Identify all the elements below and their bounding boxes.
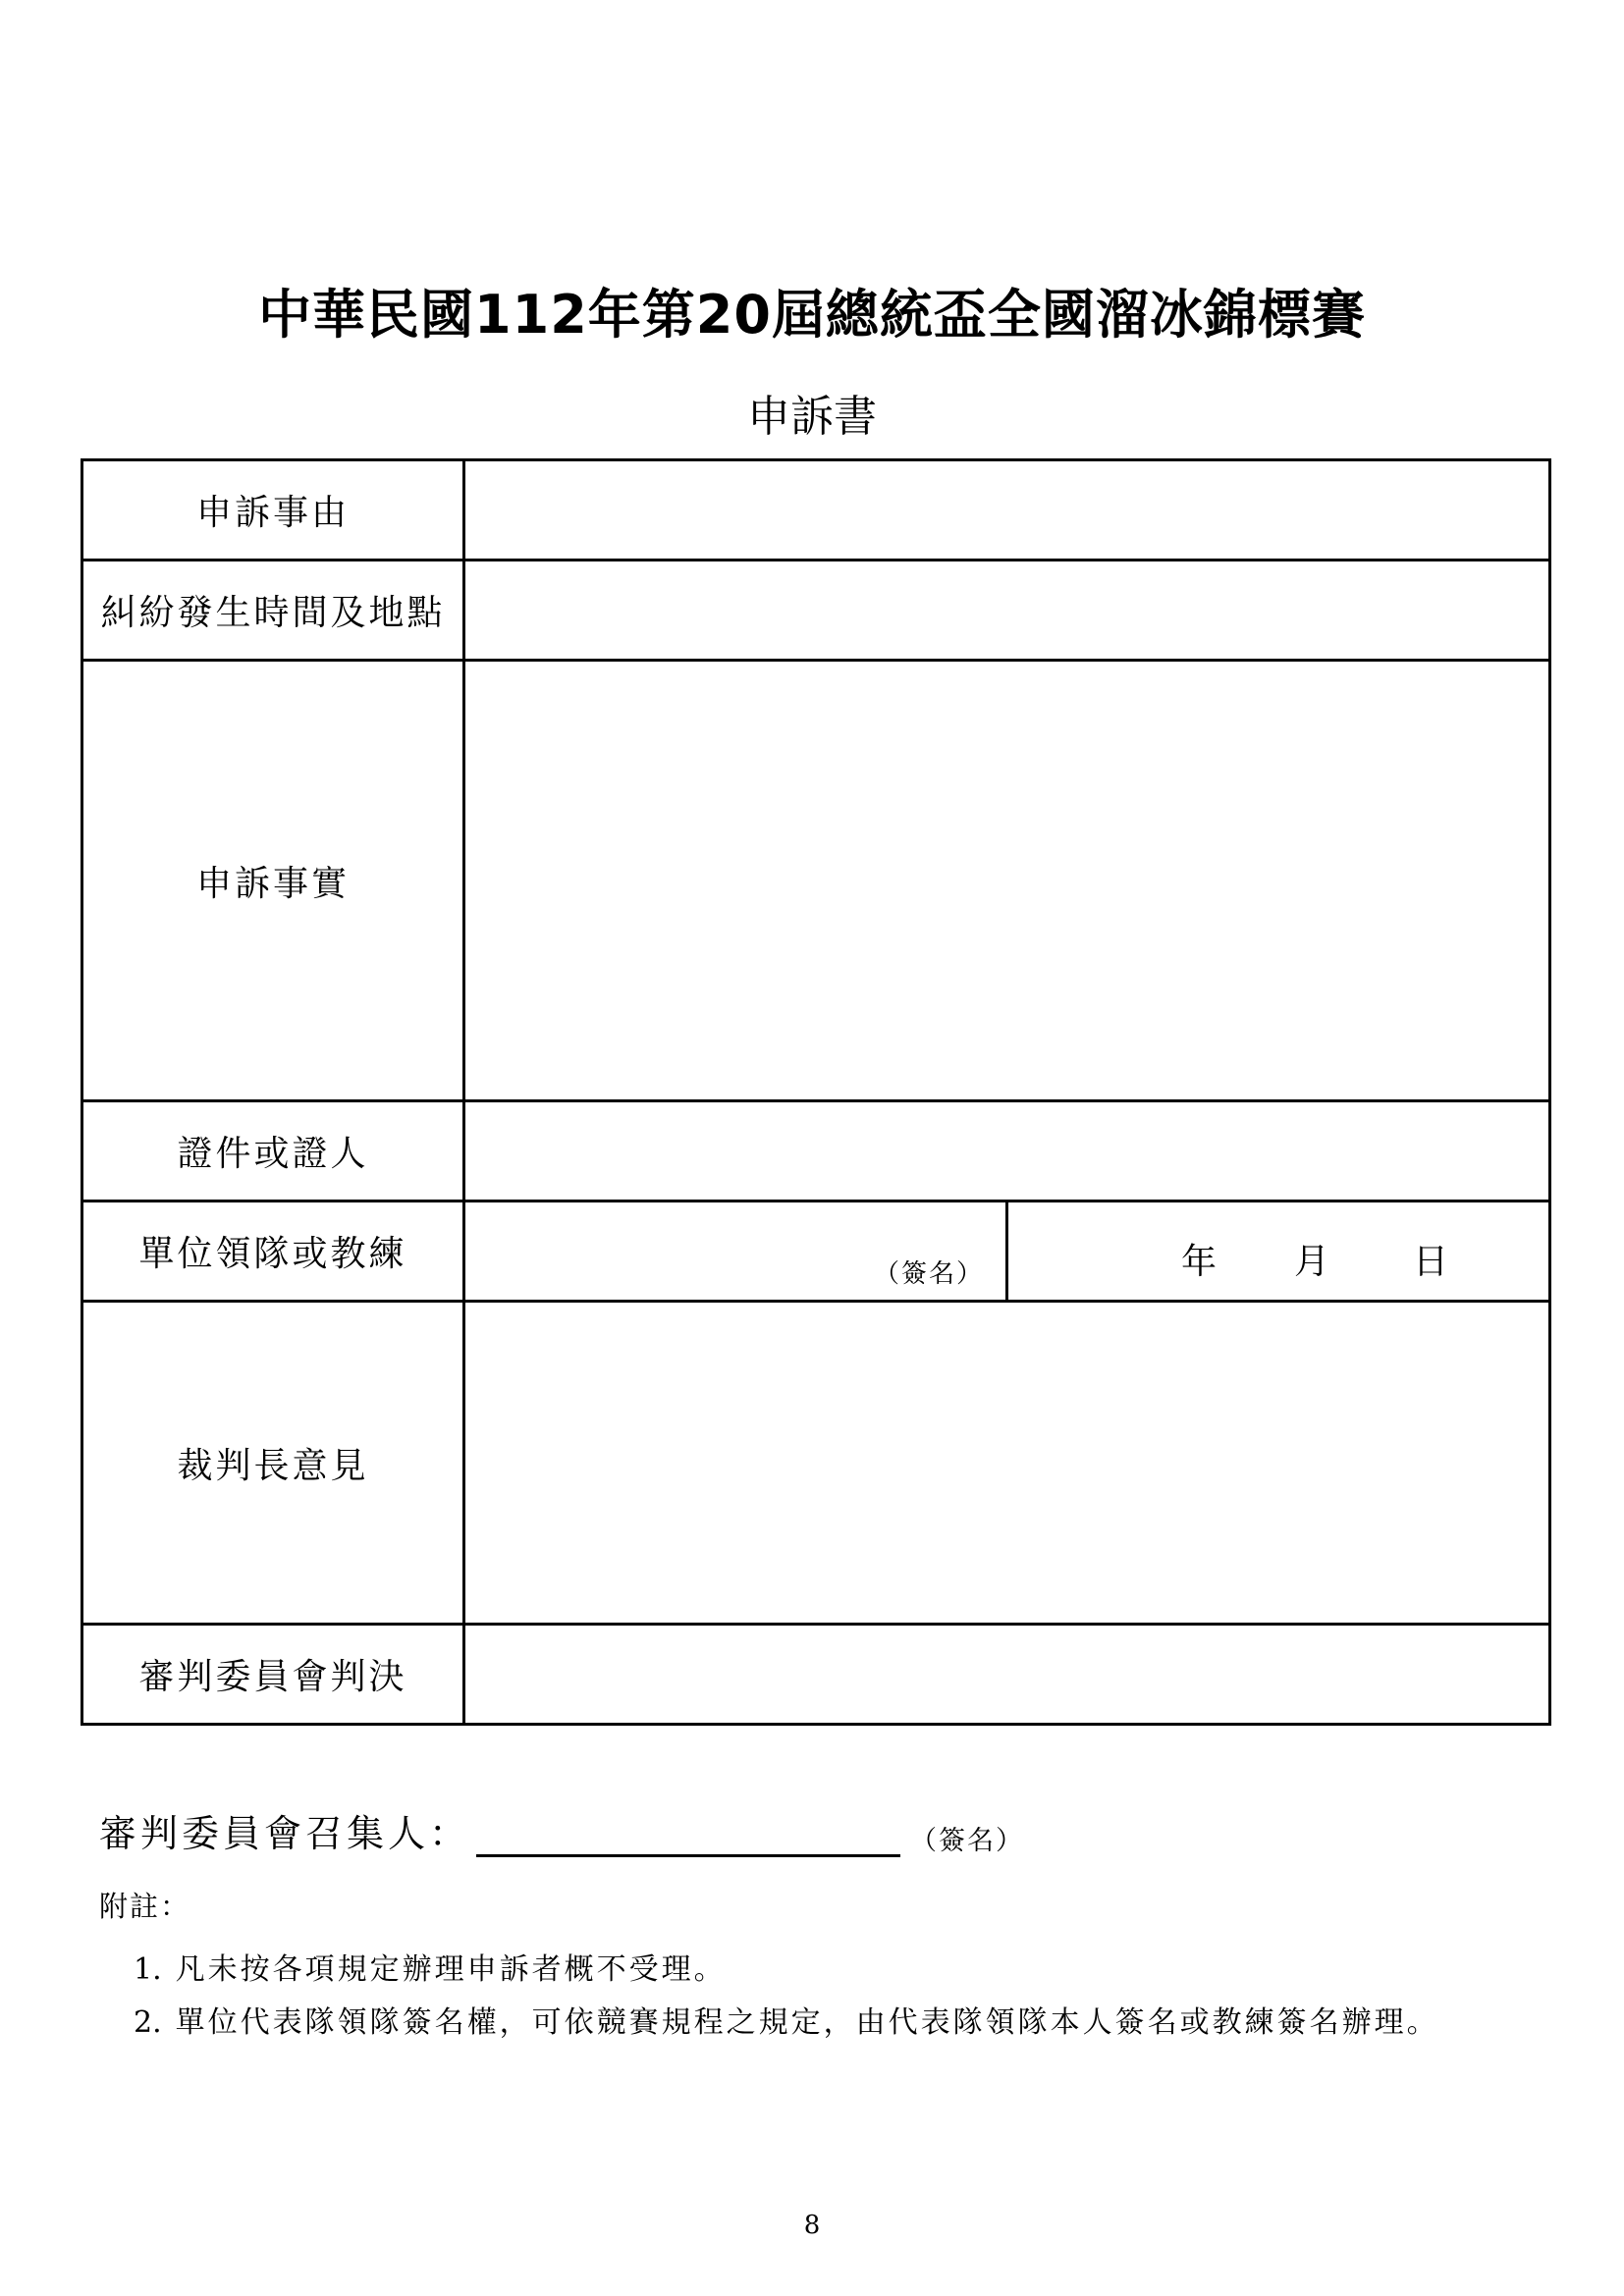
notes-heading: 附註： [99,1890,191,1923]
row-label-evidence-witness: 證件或證人 [82,1101,464,1201]
date-field[interactable] [1007,1201,1550,1302]
page-number: 8 [803,2211,821,2240]
table-row [82,1101,1550,1201]
convener-signature-field[interactable] [476,1815,900,1857]
note-number: 2. [134,2005,162,2040]
appeal-reason-field[interactable] [464,460,1550,561]
row-label-team-leader-coach: 單位領隊或教練 [82,1201,464,1302]
note-number: 1. [134,1952,162,1987]
row-label-jury-decision: 審判委員會判決 [82,1625,464,1725]
date-year-label: 年 [1181,1242,1218,1282]
table-row [82,1625,1550,1725]
row-label-dispute-time-place: 糾紛發生時間及地點 [82,561,464,661]
row-label-appeal-facts: 申訴事實 [82,661,464,1101]
jury-decision-field[interactable] [464,1625,1550,1725]
signature-note: （簽名） [873,1259,984,1289]
note-item [134,1998,1439,2041]
team-leader-signature-field[interactable] [464,1201,1007,1302]
note-text: 凡未按各項規定辦理申訴者概不受理。 [175,1952,727,1987]
appeal-facts-field[interactable] [464,661,1550,1101]
dispute-time-place-field[interactable] [464,561,1550,661]
table-row [82,561,1550,661]
document-subtitle: 申訴書 [747,392,877,442]
table-row [82,661,1550,1101]
convener-signature-note: （簽名） [910,1826,1025,1856]
appeal-form-table [81,458,1551,1726]
date-month-label: 月 [1294,1242,1330,1282]
table-row [82,460,1550,561]
table-row [82,1201,1550,1302]
note-text: 單位代表隊領隊簽名權，可依競賽規程之規定，由代表隊領隊本人簽名或教練簽名辦理。 [175,2005,1439,2040]
convener-signature-line [99,1803,1024,1857]
table-row [82,1302,1550,1625]
chief-referee-opinion-field[interactable] [464,1302,1550,1625]
document-title: 中華民國112年第20屆總統盃全國溜冰錦標賽 [258,284,1366,346]
note-item [134,1945,727,1988]
row-label-appeal-reason: 申訴事由 [82,460,464,561]
convener-label: 審判委員會召集人： [99,1812,471,1855]
evidence-witness-field[interactable] [464,1101,1550,1201]
row-label-chief-referee-opinion: 裁判長意見 [82,1302,464,1625]
date-day-label: 日 [1413,1242,1449,1282]
